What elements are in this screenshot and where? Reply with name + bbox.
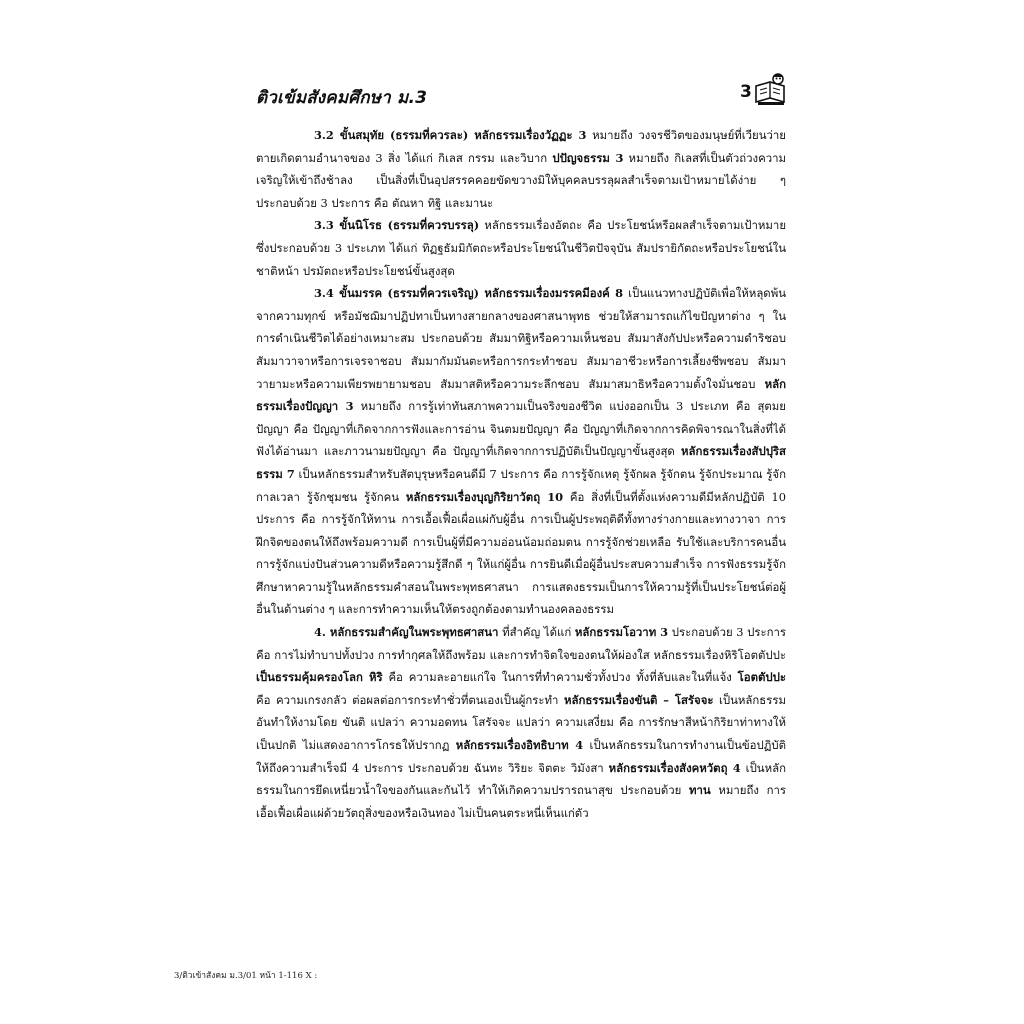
text-run: หมายถึง การรู้เท่าทันสภาพความเป็นจริงของชีวิต แบ่งออกเป็น 3 ประเภท คือ สุตมยปัญญา คือ ปัญญาที่เกิดจากการฟังและการอ่าน จินตมยปัญญา คือ ปัญญาที่เกิดจากการคิดพิจารณาในสิ่งที่ได้ฟังได้อ่านมา และภาวนามยปัญญา คือ ปัญญาที่เกิดจากการปฏิบัติเป็นปัญญาขั้นสูงสุด bbox=[256, 399, 786, 459]
bold-term: หลักธรรมเรื่องสัปปุริสธรรม 7 bbox=[256, 444, 786, 481]
book-reader-icon bbox=[752, 72, 788, 106]
bold-term: หลักธรรมเรื่องปัญญา 3 bbox=[256, 376, 786, 414]
text-run: หมายถึง การเอื้อเฟื้อเผื่อแผ่ด้วยวัตถุสิ่งของหรือเงินทอง ไม่เป็นคนตระหนี่เห็นแก่ตัว bbox=[256, 783, 786, 820]
bold-term: หลักธรรมเรื่องอิทธิบาท 4 bbox=[455, 738, 584, 753]
paragraph bbox=[256, 621, 786, 824]
text-run: หมายถึง กิเลสที่เป็นตัวถ่วงความเจริญให้เข้าถึงช้าลง เป็นสิ่งที่เป็นอุปสรรคคอยขัดขวางมิให้บุคคลบรรลุผลสำเร็จตามเป้าหมายได้ง่าย ๆ ประกอบด้วย 3 ประการ คือ ตัณหา ทิฐิ และมานะ bbox=[256, 150, 786, 210]
paragraph bbox=[256, 124, 786, 214]
bold-term: 4. หลักธรรมสำคัญในพระพุทธศาสนา bbox=[314, 625, 499, 640]
running-header-title: ติวเข้มสังคมศึกษา ม.3 bbox=[256, 88, 428, 108]
text-run: เป็นหลักธรรมในการยึดเหนี่ยวน้ำใจของกันและกันไว้ ทำให้เกิดความปรารถนาสุข ประกอบด้วย bbox=[256, 760, 786, 798]
bold-term: 3.3 ขั้นนิโรธ (ธรรมที่ควรบรรลุ) bbox=[314, 218, 480, 233]
body-text bbox=[256, 124, 786, 824]
text-run: หมายถึง วงจรชีวิตของมนุษย์ที่เวียนว่ายตายเกิดตามอำนาจของ 3 สิ่ง ได้แก่ กิเลส กรรม และวิบาก bbox=[256, 128, 786, 165]
text-run: คือ สิ่งที่เป็นที่ตั้งแห่งความดีมีหลักปฏิบัติ 10 ประการ คือ การรู้จักให้ทาน การเอื้อเฟื้อเผื่อแผ่กับผู้อื่น การเป็นผู้ประพฤติดีทั้งทางร่างกายและทางวาจา การฝึกจิตของตนให้ถึงพร้อมความดี การเป็นผู้ที่มีความอ่อนน้อมถ่อมตน การรู้จักช่วยเหลือ รับใช้และบริการคนอื่น การรู้จักแบ่งปันส่วนความดีหรือความรู้สึกดี ๆ ให้แก่ผู้อื่น การยินดีเมื่อผู้อื่นประสบความสำเร็จ การฟังธรรมรู้จักศึกษาหาความรู้ในหลักธรรมคำสอนในพระพุทธศาสนา การแสดงธรรมเป็นการให้ความรู้ที่เป็นประโยชน์ต่อผู้อื่นในด้านต่าง ๆ และการทำความเห็นให้ตรงถูกต้องตามทำนองคลองธรรม bbox=[256, 489, 786, 617]
text-run: ประกอบด้วย 3 ประการ คือ การไม่ทำบาปทั้งปวง การทำกุศลให้ถึงพร้อม และการทำจิตใจของตนให้ผ่องใส หลักธรรมเรื่องหิริโอตตัปปะ bbox=[256, 625, 787, 662]
text-run: เป็นแนวทางปฏิบัติเพื่อให้หลุดพ้นจากความทุกข์ หรือมัชฌิมาปฏิปทาเป็นทางสายกลางของศาสนาพุทธ ช่วยให้สามารถแก้ไขปัญหาต่าง ๆ ในการดำเนินชีวิตได้อย่างเหมาะสม ประกอบด้วย สัมมาทิฐิหรือความเห็นชอบ สัมมาสังกัปปะหรือความดำริชอบ สัมมาวาจาหรือการเจรจาชอบ สัมมากัมมันตะหรือการกระทำชอบ สัมมาอาชีวะหรือการเลี้ยงชีพชอบ สัมมาวายามะหรือความเพียรพยายามชอบ สัมมาสติหรือความระลึกชอบ สัมมาสมาธิหรือความตั้งใจมั่นชอบ bbox=[256, 286, 786, 391]
bold-term: หลักธรรมโอวาท 3 bbox=[574, 625, 669, 640]
text-run: คือ ความเกรงกลัว ต่อผลต่อการกระทำชั่วที่ตนเองเป็นผู้กระทำ bbox=[256, 692, 564, 707]
bold-term: 3.4 ขั้นมรรค (ธรรมที่ควรเจริญ) หลักธรรมเรื่องมรรคมีองค์ 8 bbox=[314, 286, 624, 301]
text-run: คือ ความละอายแก่ใจ ในการที่ทำความชั่วทั้งปวง ทั้งที่ลับและในที่แจ้ง bbox=[382, 670, 738, 685]
text-run: ที่สำคัญ ได้แก่ bbox=[498, 625, 575, 640]
bold-term: เป็นธรรมคุ้มครองโลก หิริ bbox=[256, 670, 383, 685]
print-footer: 3/ติวเข้าสังคม ม.3/01 หน้า 1-116 X : bbox=[174, 971, 318, 981]
paragraph bbox=[256, 282, 786, 621]
page-number: 3 bbox=[740, 82, 752, 102]
text-run: เป็นหลักธรรมสำหรับสัตบุรุษหรือคนดีมี 7 ประการ คือ การรู้จักเหตุ รู้จักผล รู้จักตน รู้จักประมาณ รู้จักกาลเวลา รู้จักชุมชน รู้จักคน bbox=[256, 466, 786, 504]
text-run: เป็นหลักธรรมอันทำให้งามโดย ขันติ แปลว่า ความอดทน โสรัจจะ แปลว่า ความเสงี่ยม คือ การรักษาสีหน้ากิริยาท่าทางให้เป็นปกติ ไม่แสดงอาการโกรธให้ปรากฏ bbox=[256, 692, 786, 753]
page-number-badge bbox=[738, 72, 788, 106]
bold-term: โอตตัปปะ bbox=[737, 670, 786, 685]
text-run: เป็นหลักธรรมในการทำงานเป็นข้อปฏิบัติให้ถึงความสำเร็จมี 4 ประการ ประกอบด้วย ฉันทะ วิริยะ จิตตะ วิมังสา bbox=[256, 738, 786, 775]
bold-term: หลักธรรมเรื่องสังคหวัตถุ 4 bbox=[608, 760, 741, 775]
bold-term: 3.2 ขั้นสมุทัย (ธรรมที่ควรละ) หลักธรรมเรื่องวัฏฏะ 3 bbox=[314, 128, 587, 142]
paragraph bbox=[256, 214, 786, 282]
bold-term: หลักธรรมเรื่องขันติ – โสรัจจะ bbox=[563, 692, 714, 707]
text-run: หลักธรรมเรื่องอัตถะ คือ ประโยชน์หรือผลสำเร็จตามเป้าหมาย ซึ่งประกอบด้วย 3 ประเภท ได้แก่ ทิฏฐธัมมิกัตถะหรือประโยชน์ในชีวิตปัจจุบัน สัมปรายิกัตถะหรือประโยชน์ในชาติหน้า ปรมัตถะหรือประโยชน์ขั้นสูงสุด bbox=[256, 218, 786, 278]
bold-term: หลักธรรมเรื่องบุญกิริยาวัตถุ 10 bbox=[405, 489, 564, 504]
bold-term: ทาน bbox=[689, 783, 711, 798]
bold-term: ปปัญจธรรม 3 bbox=[552, 150, 624, 165]
